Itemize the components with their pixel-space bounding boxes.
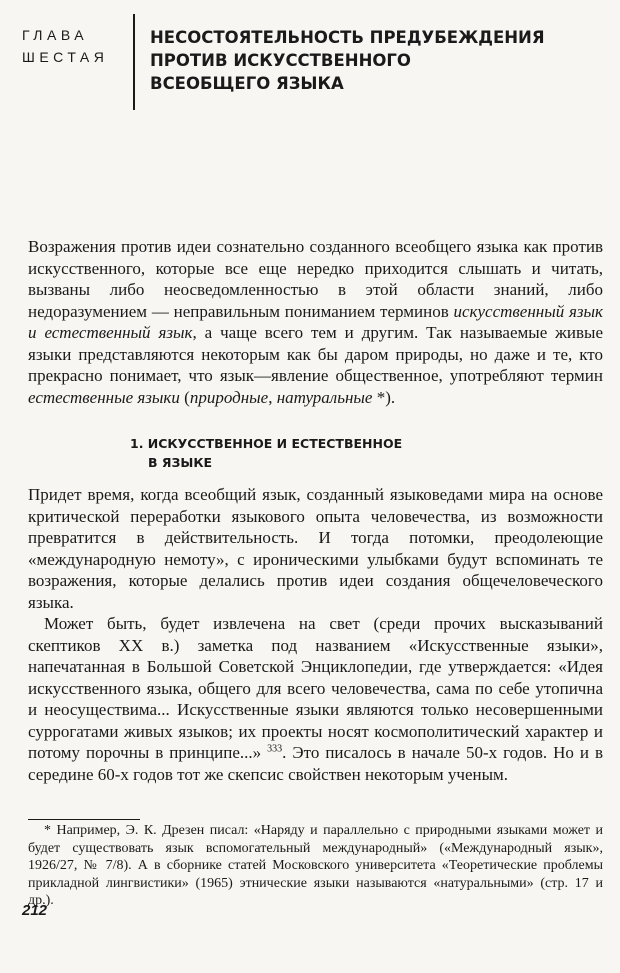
page-number: 212	[22, 902, 48, 919]
section-heading-line2: В ЯЗЫКЕ	[148, 455, 213, 470]
term-prirodnye: природные	[189, 387, 269, 407]
term-naturalnye: натуральные	[276, 387, 373, 407]
term-natural-languages: естественные языки	[28, 387, 180, 407]
intro-paragraph	[28, 236, 603, 408]
footnote	[28, 822, 603, 910]
body-paragraph-1: Придет время, когда всеобщий язык, созданный языковедами мира на основе критической переработки языкового опыта человечества, из возможности превратится в действительность. И тогда потомки, преодолеющие «международную немоту», с ироническими улыбками будут вспоминать те возражения, которые делались против идеи создания общечеловеческого языка.	[28, 485, 603, 612]
body-paragraph-2	[28, 613, 603, 785]
section-body	[28, 484, 603, 785]
body-text: . Это писалось в начале 50-х годов. Но и в середине 60-х годов тот же скепсис свойствен некоторым ученым.	[28, 743, 603, 784]
body-text: Может быть, будет извлечена на свет (среди прочих высказываний скептиков XX в.) заметка под названием «Искусственные языки», напечатанная в Большой Советской Энциклопедии, где утверждается: «Идея искусственного языка, общего для всего человечества, сама по себе утопична и неосуществима... Искусственные языки являются только несовершенными суррогатами живых языков; их проекты носят космополитический характер и потому порочны в принципе...»	[28, 614, 603, 762]
footnote-rule	[28, 819, 140, 820]
intro-text: *).	[372, 387, 396, 407]
chapter-label-line2: ШЕСТАЯ	[22, 49, 109, 65]
chapter-label	[22, 24, 108, 68]
intro-text: Возражения против идеи сознательно созданного всеобщего языка как против искусственного, которые все еще нередко приходится слышать и читать, вызваны либо неосведомленностью в этой области знаний, либо недоразумением — неправильным пониманием терминов	[28, 237, 603, 321]
chapter-divider	[133, 14, 135, 110]
chapter-label-line1: ГЛАВА	[22, 27, 89, 43]
intro-text: ,	[268, 387, 277, 407]
reference-number: 333	[267, 743, 283, 755]
section-heading-line1: 1. ИСКУССТВЕННОЕ И ЕСТЕСТВЕННОЕ	[130, 436, 403, 451]
footnote-marker: *	[44, 823, 51, 838]
term-artificial-language: искусственный язык	[453, 301, 604, 321]
chapter-title-line1: НЕСОСТОЯТЕЛЬНОСТЬ ПРЕДУБЕЖДЕНИЯ	[150, 28, 545, 47]
term-natural-language: естественный язык	[44, 323, 193, 342]
intro-text: , а чаще всего тем и другим. Так называемые живые языки представляются некоторым как бы даром природы, но даже и те, кто прекрасно понимает, что язык—явление общественное, употребляют термин	[28, 323, 604, 385]
footnote-text: Например, Э. К. Дрезен писал: «Наряду и параллельно с природными языками может и будет существовать язык вспомогательный международный» («Международный язык», 1926/27, № 7/8). А в сборнике статей Московского университета «Теоретические проблемы прикладной лингвистики» (1965) этнические языки называются «натуральными» (стр. 17 и др.).	[28, 823, 603, 908]
chapter-title-line3: ВСЕОБЩЕГО ЯЗЫКА	[150, 74, 344, 93]
chapter-title-line2: ПРОТИВ ИСКУССТВЕННОГО	[150, 51, 411, 70]
chapter-title	[150, 26, 590, 95]
intro-text: (	[179, 387, 190, 407]
intro-conjunction: и	[28, 323, 45, 342]
section-heading	[130, 434, 530, 472]
